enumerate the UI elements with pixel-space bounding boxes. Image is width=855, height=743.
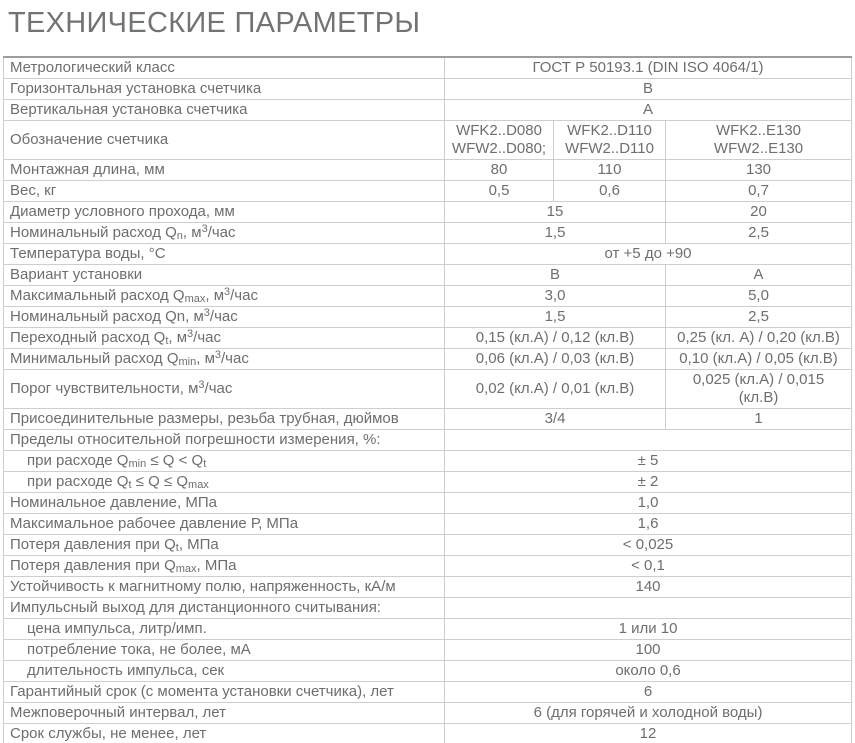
- param-label: Устойчивость к магнитному полю, напряженность, кА/м: [4, 577, 445, 598]
- param-label: Метрологический класс: [4, 57, 445, 79]
- param-value: 0,10 (кл.А) / 0,05 (кл.В): [666, 349, 852, 370]
- param-label: Переходный расход $Q_t$, $м^3$/час: [4, 328, 445, 349]
- param-value: 0,25 (кл. А) / 0,20 (кл.В): [666, 328, 852, 349]
- param-value: 0,6: [554, 181, 666, 202]
- param-value: ± 5: [445, 451, 852, 472]
- param-value: 12: [445, 724, 852, 743]
- param-value: 3/4: [445, 409, 666, 430]
- param-value: 0,02 (кл.А) / 0,01 (кл.В): [445, 370, 666, 409]
- param-value: 2,5: [666, 307, 852, 328]
- table-row: [4, 514, 852, 535]
- table-row: [4, 640, 852, 661]
- param-label: Потеря давления при $Q_t$, МПа: [4, 535, 445, 556]
- param-value: 20: [666, 202, 852, 223]
- table-row: [4, 598, 852, 619]
- param-value: от +5 до +90: [445, 244, 852, 265]
- table-row: [4, 100, 852, 121]
- param-label: Обозначение счетчика: [4, 121, 445, 160]
- param-label: Пределы относительной погрешности измерения, %:: [4, 430, 445, 451]
- param-value: 15: [445, 202, 666, 223]
- param-value: 0,06 (кл.А) / 0,03 (кл.В): [445, 349, 666, 370]
- param-label: Импульсный выход для дистанционного считывания:: [4, 598, 445, 619]
- param-value: 0,5: [445, 181, 554, 202]
- table-row: [4, 57, 852, 79]
- table-row: [4, 619, 852, 640]
- param-value: 140: [445, 577, 852, 598]
- param-label: Номинальное давление, МПа: [4, 493, 445, 514]
- param-value: 1,6: [445, 514, 852, 535]
- table-row: [4, 244, 852, 265]
- param-label: при расходе $Q_t \le Q \le Q_{max}$: [4, 472, 445, 493]
- param-value: WFK2..D080 WFW2..D080;: [445, 121, 554, 160]
- tech-params-table: [3, 56, 852, 743]
- param-value: 110: [554, 160, 666, 181]
- table-row: [4, 577, 852, 598]
- param-value: < 0,025: [445, 535, 852, 556]
- param-label: Максимальный расход $Q_{max}$, $м^3$/час: [4, 286, 445, 307]
- table-row: [4, 661, 852, 682]
- param-value: 6 (для горячей и холодной воды): [445, 703, 852, 724]
- param-value: 0,7: [666, 181, 852, 202]
- param-label: Горизонтальная установка счетчика: [4, 79, 445, 100]
- param-value: В: [445, 79, 852, 100]
- param-value: ГОСТ Р 50193.1 (DIN ISO 4064/1): [445, 57, 852, 79]
- param-value: 0,025 (кл.А) / 0,015 (кл.В): [666, 370, 852, 409]
- param-label: Номинальный расход Qn, $м^3$/час: [4, 307, 445, 328]
- param-value: 6: [445, 682, 852, 703]
- param-value: 100: [445, 640, 852, 661]
- param-value: 0,15 (кл.А) / 0,12 (кл.В): [445, 328, 666, 349]
- param-value: [445, 598, 852, 619]
- param-label: Температура воды, °С: [4, 244, 445, 265]
- table-row: [4, 160, 852, 181]
- param-value: А: [445, 100, 852, 121]
- table-row: [4, 328, 852, 349]
- param-label: Монтажная длина, мм: [4, 160, 445, 181]
- param-label: Диаметр условного прохода, мм: [4, 202, 445, 223]
- table-row: [4, 451, 852, 472]
- param-value: 1,5: [445, 307, 666, 328]
- table-row: [4, 535, 852, 556]
- param-label: Номинальный расход $Q_n$, $м^3$/час: [4, 223, 445, 244]
- table-row: [4, 181, 852, 202]
- param-label: при расходе $Q_{min} \le Q < Q_t$: [4, 451, 445, 472]
- table-row: [4, 286, 852, 307]
- param-label: Минимальный расход $Q_{min}$, $м^3$/час: [4, 349, 445, 370]
- param-value: В: [445, 265, 666, 286]
- table-body: [4, 57, 852, 743]
- table-row: [4, 724, 852, 743]
- param-label: Присоединительные размеры, резьба трубная, дюймов: [4, 409, 445, 430]
- param-value: около 0,6: [445, 661, 852, 682]
- param-value: ± 2: [445, 472, 852, 493]
- param-value: 1,0: [445, 493, 852, 514]
- table-row: [4, 202, 852, 223]
- param-value: < 0,1: [445, 556, 852, 577]
- table-row: [4, 682, 852, 703]
- param-value: 2,5: [666, 223, 852, 244]
- param-value: 3,0: [445, 286, 666, 307]
- param-value: 5,0: [666, 286, 852, 307]
- param-label: потребление тока, не более, мА: [4, 640, 445, 661]
- param-value: 130: [666, 160, 852, 181]
- table-row: [4, 409, 852, 430]
- param-label: Вариант установки: [4, 265, 445, 286]
- param-label: Потеря давления при $Q_{max}$, МПа: [4, 556, 445, 577]
- table-row: [4, 121, 852, 160]
- table-row: [4, 349, 852, 370]
- param-value: WFK2..D110 WFW2..D110: [554, 121, 666, 160]
- table-row: [4, 370, 852, 409]
- param-value: 1 или 10: [445, 619, 852, 640]
- param-value: 1,5: [445, 223, 666, 244]
- param-label: цена импульса, литр/имп.: [4, 619, 445, 640]
- param-label: Максимальное рабочее давление Р, МПа: [4, 514, 445, 535]
- table-row: [4, 265, 852, 286]
- param-label: длительность импульса, сек: [4, 661, 445, 682]
- table-row: [4, 307, 852, 328]
- table-row: [4, 223, 852, 244]
- param-label: Вес, кг: [4, 181, 445, 202]
- param-value: [445, 430, 852, 451]
- param-value: 1: [666, 409, 852, 430]
- table-row: [4, 430, 852, 451]
- page-title: ТЕХНИЧЕСКИЕ ПАРАМЕТРЫ: [8, 7, 421, 39]
- param-value: 80: [445, 160, 554, 181]
- param-label: Вертикальная установка счетчика: [4, 100, 445, 121]
- table-row: [4, 79, 852, 100]
- table-row: [4, 556, 852, 577]
- param-label: Гарантийный срок (с момента установки счетчика), лет: [4, 682, 445, 703]
- table-row: [4, 493, 852, 514]
- param-value: WFK2..E130 WFW2..E130: [666, 121, 852, 160]
- param-label: Межповерочный интервал, лет: [4, 703, 445, 724]
- table-row: [4, 703, 852, 724]
- param-value: А: [666, 265, 852, 286]
- param-label: Срок службы, не менее, лет: [4, 724, 445, 743]
- table-row: [4, 472, 852, 493]
- param-label: Порог чувствительности, $м^3$/час: [4, 370, 445, 409]
